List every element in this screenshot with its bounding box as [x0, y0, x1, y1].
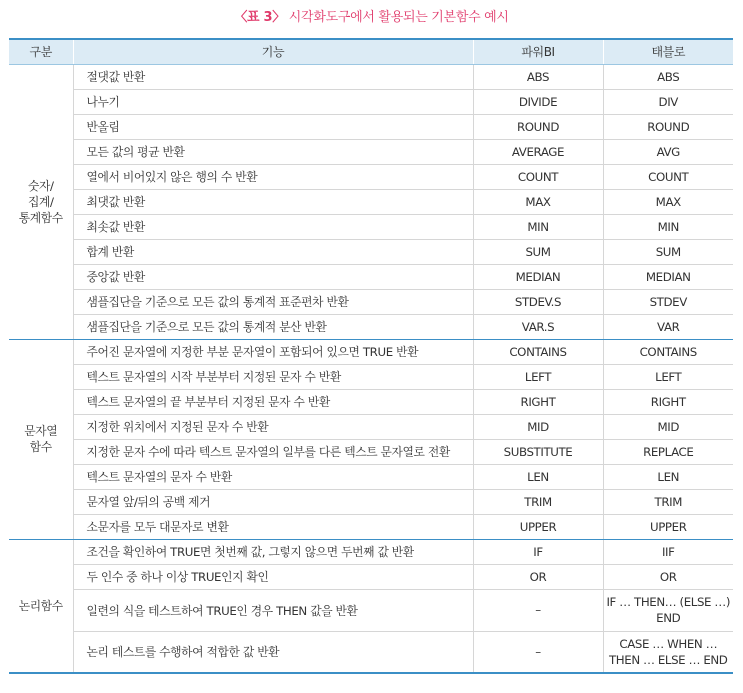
powerbi-cell: RIGHT [473, 389, 603, 414]
powerbi-cell: OR [473, 564, 603, 589]
function-cell: 모든 값의 평균 반환 [73, 139, 473, 164]
powerbi-cell: STDEV.S [473, 289, 603, 314]
tableau-cell: MEDIAN [603, 264, 733, 289]
table-row [9, 214, 733, 239]
table-row [9, 64, 733, 89]
tableau-cell: UPPER [603, 514, 733, 539]
tableau-cell: DIV [603, 89, 733, 114]
tableau-cell: AVG [603, 139, 733, 164]
header-tableau: 태블로 [603, 39, 733, 64]
tableau-cell: LEFT [603, 364, 733, 389]
table-row [9, 414, 733, 439]
table-row [9, 289, 733, 314]
powerbi-cell: TRIM [473, 489, 603, 514]
powerbi-cell: – [473, 589, 603, 631]
function-cell: 두 인수 중 하나 이상 TRUE인지 확인 [73, 564, 473, 589]
function-cell: 열에서 비어있지 않은 행의 수 반환 [73, 164, 473, 189]
function-cell: 소문자를 모두 대문자로 변환 [73, 514, 473, 539]
function-cell: 지정한 위치에서 지정된 문자 수 반환 [73, 414, 473, 439]
table-row [9, 314, 733, 339]
tableau-cell: CASE … WHEN … THEN … ELSE … END [603, 631, 733, 673]
tableau-cell: IIF [603, 539, 733, 564]
table-caption [0, 6, 743, 25]
header-row [9, 39, 733, 64]
table-body [9, 64, 733, 673]
function-cell: 문자열 앞/뒤의 공백 제거 [73, 489, 473, 514]
caption-number: 〈표 3〉 [234, 10, 285, 25]
caption-title: 시각화도구에서 활용되는 기본함수 예시 [288, 10, 509, 25]
table-row [9, 514, 733, 539]
tableau-cell: TRIM [603, 489, 733, 514]
function-cell: 텍스트 문자열의 문자 수 반환 [73, 464, 473, 489]
table-row [9, 239, 733, 264]
tableau-cell: LEN [603, 464, 733, 489]
function-cell: 텍스트 문자열의 시작 부분부터 지정된 문자 수 반환 [73, 364, 473, 389]
function-cell: 텍스트 문자열의 끝 부분부터 지정된 문자 수 반환 [73, 389, 473, 414]
function-cell: 절댓값 반환 [73, 64, 473, 89]
category-cell: 숫자/ 집계/ 통계함수 [9, 64, 73, 339]
table-row [9, 339, 733, 364]
powerbi-cell: LEFT [473, 364, 603, 389]
header-powerbi: 파워BI [473, 39, 603, 64]
function-cell: 합계 반환 [73, 239, 473, 264]
tableau-cell: REPLACE [603, 439, 733, 464]
function-cell: 조건을 확인하여 TRUE면 첫번째 값, 그렇지 않으면 두번째 값 반환 [73, 539, 473, 564]
function-cell: 샘플집단을 기준으로 모든 값의 통계적 분산 반환 [73, 314, 473, 339]
powerbi-cell: ROUND [473, 114, 603, 139]
table-row [9, 164, 733, 189]
tableau-cell: SUM [603, 239, 733, 264]
function-cell: 최솟값 반환 [73, 214, 473, 239]
tableau-cell: OR [603, 564, 733, 589]
tableau-cell: COUNT [603, 164, 733, 189]
powerbi-cell: SUM [473, 239, 603, 264]
table-row [9, 489, 733, 514]
function-cell: 중앙값 반환 [73, 264, 473, 289]
function-cell: 논리 테스트를 수행하여 적합한 값 반환 [73, 631, 473, 673]
table-row [9, 139, 733, 164]
tableau-cell: RIGHT [603, 389, 733, 414]
function-cell: 최댓값 반환 [73, 189, 473, 214]
tableau-cell: MID [603, 414, 733, 439]
functions-table [9, 38, 733, 674]
powerbi-cell: MEDIAN [473, 264, 603, 289]
powerbi-cell: LEN [473, 464, 603, 489]
powerbi-cell: ABS [473, 64, 603, 89]
tableau-cell: ROUND [603, 114, 733, 139]
table-row [9, 264, 733, 289]
tableau-cell: VAR [603, 314, 733, 339]
function-cell: 주어진 문자열에 지정한 부분 문자열이 포함되어 있으면 TRUE 반환 [73, 339, 473, 364]
powerbi-cell: AVERAGE [473, 139, 603, 164]
powerbi-cell: MID [473, 414, 603, 439]
table-row [9, 564, 733, 589]
tableau-cell: MIN [603, 214, 733, 239]
header-function: 기능 [73, 39, 473, 64]
table-row [9, 389, 733, 414]
header-category: 구분 [9, 39, 73, 64]
powerbi-cell: MAX [473, 189, 603, 214]
powerbi-cell: – [473, 631, 603, 673]
powerbi-cell: CONTAINS [473, 339, 603, 364]
table-row [9, 89, 733, 114]
powerbi-cell: DIVIDE [473, 89, 603, 114]
category-cell: 논리함수 [9, 539, 73, 673]
table-row [9, 189, 733, 214]
table-row [9, 364, 733, 389]
tableau-cell: ABS [603, 64, 733, 89]
powerbi-cell: IF [473, 539, 603, 564]
tableau-cell: STDEV [603, 289, 733, 314]
table-row [9, 631, 733, 673]
table-row [9, 114, 733, 139]
table-row [9, 589, 733, 631]
function-cell: 나누기 [73, 89, 473, 114]
table-row [9, 439, 733, 464]
function-cell: 샘플집단을 기준으로 모든 값의 통계적 표준편차 반환 [73, 289, 473, 314]
powerbi-cell: MIN [473, 214, 603, 239]
powerbi-cell: SUBSTITUTE [473, 439, 603, 464]
function-cell: 반올림 [73, 114, 473, 139]
powerbi-cell: VAR.S [473, 314, 603, 339]
powerbi-cell: UPPER [473, 514, 603, 539]
function-cell: 지정한 문자 수에 따라 텍스트 문자열의 일부를 다른 텍스트 문자열로 전환 [73, 439, 473, 464]
tableau-cell: IF … THEN… (ELSE …) END [603, 589, 733, 631]
tableau-cell: MAX [603, 189, 733, 214]
function-cell: 일련의 식을 테스트하여 TRUE인 경우 THEN 값을 반환 [73, 589, 473, 631]
table-row [9, 539, 733, 564]
table-row [9, 464, 733, 489]
category-cell: 문자열 함수 [9, 339, 73, 539]
tableau-cell: CONTAINS [603, 339, 733, 364]
powerbi-cell: COUNT [473, 164, 603, 189]
